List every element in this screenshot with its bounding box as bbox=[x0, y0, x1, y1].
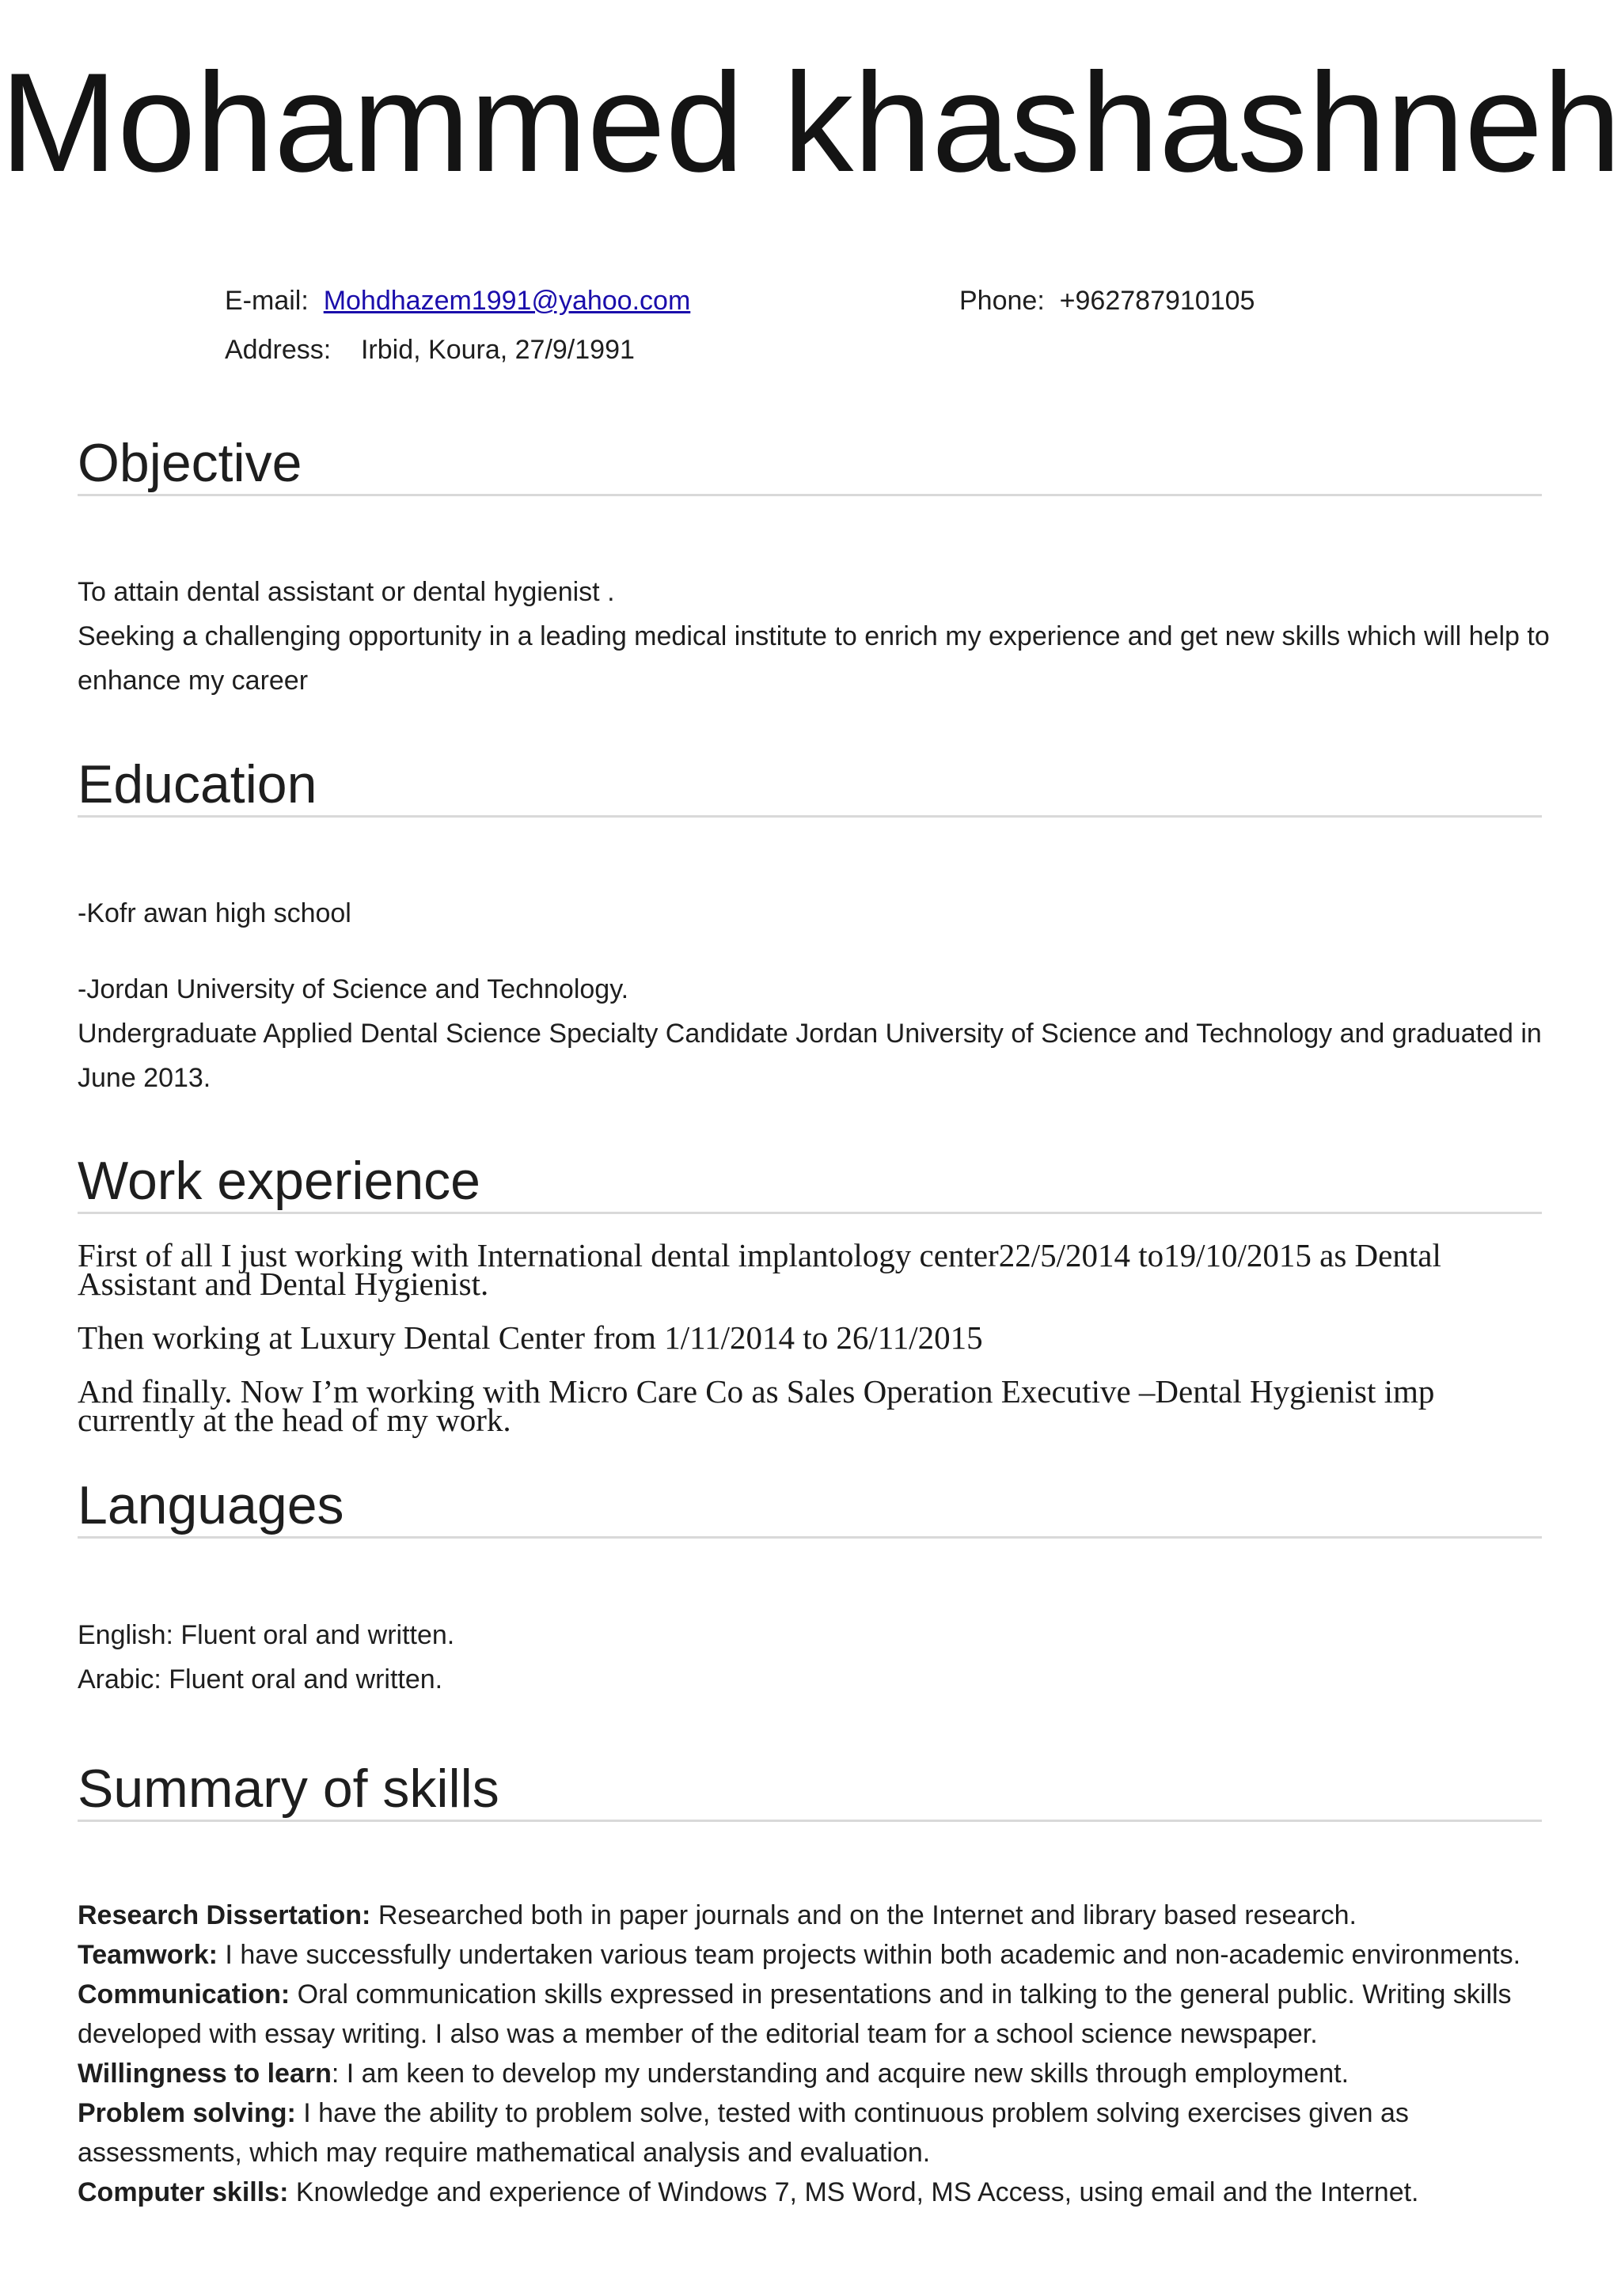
work-item: First of all I just working with International dental implantology center22/5/2014 to19/10/2015 as Dental Assistant and Dental Hygienist. bbox=[78, 1237, 1441, 1302]
skill-item bbox=[78, 1975, 1550, 2054]
skill-label: Willingness to learn bbox=[78, 2059, 332, 2089]
work-list bbox=[78, 1237, 1550, 1459]
work-item: And finally. Now I’m working with Micro Care Co as Sales Operation Executive –Dental Hygienist imp currently at the head of my work. bbox=[78, 1373, 1435, 1438]
skill-item bbox=[78, 2093, 1550, 2173]
skill-label: Communication: bbox=[78, 1979, 290, 2009]
skill-text: I have successfully undertaken various team projects within both academic and non-academic environments. bbox=[217, 1940, 1521, 1970]
address-value: Irbid, Koura, 27/9/1991 bbox=[360, 335, 635, 365]
language-item: Arabic: Fluent oral and written. bbox=[78, 1664, 443, 1694]
education-heading: Education bbox=[78, 754, 317, 814]
skill-text: Oral communication skills expressed in presentations and in talking to the general public. Writing skills developed with essay writing. I also was a member of the editorial team for a school science newspaper. bbox=[78, 1979, 1512, 2049]
phone-value: +962787910105 bbox=[1059, 286, 1255, 316]
objective-heading: Objective bbox=[78, 433, 302, 493]
work-divider bbox=[78, 1212, 1542, 1214]
skill-label: Problem solving: bbox=[78, 2098, 296, 2128]
skill-label: Research Dissertation: bbox=[78, 1900, 371, 1930]
skill-item bbox=[78, 1896, 1550, 1935]
objective-line: Seeking a challenging opportunity in a leading medical institute to enrich my experience and get new skills which will help to enhance my career bbox=[78, 621, 1550, 696]
skills-list bbox=[78, 1896, 1550, 2212]
education-school-text: -Kofr awan high school bbox=[78, 898, 351, 928]
skill-item bbox=[78, 2173, 1550, 2212]
education-university bbox=[78, 967, 1550, 1100]
skill-text: : I am keen to develop my understanding and acquire new skills through employment. bbox=[331, 2059, 1350, 2089]
email-label: E-mail: bbox=[225, 286, 309, 316]
education-school bbox=[78, 891, 1550, 935]
address-row bbox=[225, 332, 635, 367]
skills-divider bbox=[78, 1820, 1542, 1822]
objective-line: To attain dental assistant or dental hygienist . bbox=[78, 577, 615, 607]
page-title: Mohammed khashashneh bbox=[0, 44, 1621, 201]
skill-label: Computer skills: bbox=[78, 2177, 289, 2207]
phone-label: Phone: bbox=[959, 286, 1045, 316]
email-row bbox=[225, 283, 690, 318]
skill-item bbox=[78, 1935, 1550, 1975]
skill-label: Teamwork: bbox=[78, 1940, 218, 1970]
languages-divider bbox=[78, 1536, 1542, 1539]
phone-row bbox=[959, 283, 1255, 318]
work-heading: Work experience bbox=[78, 1151, 480, 1211]
objective-divider bbox=[78, 494, 1542, 496]
languages-list bbox=[78, 1613, 1550, 1702]
skill-text: Knowledge and experience of Windows 7, MS Word, MS Access, using email and the Internet. bbox=[288, 2177, 1419, 2207]
education-university-text: -Jordan University of Science and Technology. bbox=[78, 974, 629, 1004]
skill-text: I have the ability to problem solve, tested with continuous problem solving exercises given as assessments, which may require mathematical analysis and evaluation. bbox=[78, 2098, 1409, 2168]
education-degree-text: Undergraduate Applied Dental Science Specialty Candidate Jordan University of Science and Technology and graduated in June 2013. bbox=[78, 1019, 1542, 1093]
address-label: Address: bbox=[225, 335, 332, 365]
skill-item bbox=[78, 2054, 1550, 2093]
email-link[interactable]: Mohdhazem1991@yahoo.com bbox=[323, 286, 691, 316]
objective-text bbox=[78, 570, 1550, 703]
skill-text: Researched both in paper journals and on the Internet and library based research. bbox=[370, 1900, 1357, 1930]
languages-heading: Languages bbox=[78, 1475, 344, 1535]
work-item: Then working at Luxury Dental Center from 1/11/2014 to 26/11/2015 bbox=[78, 1319, 983, 1356]
skills-heading: Summary of skills bbox=[78, 1759, 499, 1819]
education-divider bbox=[78, 815, 1542, 818]
language-item: English: Fluent oral and written. bbox=[78, 1620, 455, 1650]
